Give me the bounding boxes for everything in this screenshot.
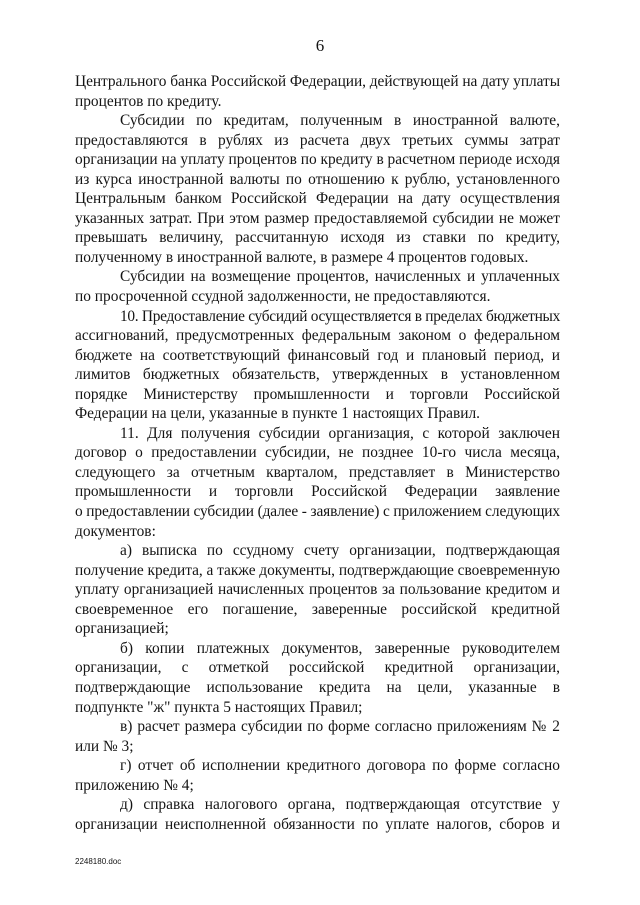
text-line: организации на уплату процентов по кредиту в расчетном периоде исходя [75,151,560,169]
text-line: подпункте "ж" пункта 5 настоящих Правил; [75,698,363,716]
text-line: промышленности и торговли Российской Федерации заявление [75,483,560,501]
text-line: указанных затрат. При этом размер предоставляемой субсидии не может [75,209,560,227]
document-body [75,72,560,834]
text-line: в) расчет размера субсидии по форме согласно приложениям № 2 [120,718,560,736]
text-line: процентов по кредиту. [75,92,222,110]
text-line: 11. Для получения субсидии организация, с которой заключен [120,424,560,442]
text-line: организации, с отметкой российской кредитной организации, [75,659,560,677]
text-line: Субсидии на возмещение процентов, начисленных и уплаченных [120,268,560,286]
text-line: порядке Министерству промышленности и торговли Российской [75,385,560,403]
text-line: Федерации на цели, указанные в пункте 1 настоящих Правил. [75,405,481,423]
text-line: получение кредита, а также документы, подтверждающие своевременную [75,561,560,579]
text-line: приложению № 4; [75,776,194,794]
text-line: предоставляются в рублях из расчета двух третьих суммы затрат [75,131,560,149]
text-line: документов: [75,522,156,540]
text-line: а) выписка по ссудному счету организации, подтверждающая [120,542,560,560]
text-line: из курса иностранной валюты по отношению к рублю, установленного [75,170,560,188]
text-line: Центральным банком Российской Федерации на дату осуществления [75,190,560,208]
text-line: Субсидии по кредитам, полученным в иностранной валюте, [120,112,560,130]
text-line: ассигнований, предусмотренных федеральным законом о федеральном [75,327,560,345]
file-reference: 2248180.doc [75,857,122,866]
text-line: Центрального банка Российской Федерации, действующей на дату уплаты [75,73,560,90]
text-line: б) копии платежных документов, заверенные руководителем [120,639,560,657]
text-line: или № 3; [75,737,134,755]
text-line: подтверждающие использование кредита на цели, указанные в [75,678,560,696]
page-number: 6 [315,36,325,55]
text-line: организацией; [75,620,169,638]
text-line: бюджете на соответствующий финансовый год и плановый период, и [75,346,560,364]
text-line: своевременное его погашение, заверенные российской кредитной [75,600,560,618]
text-line: полученному в иностранной валюте, в размере 4 процентов годовых. [75,248,529,266]
text-line: д) справка налогового органа, подтверждающая отсутствие у [120,796,560,814]
text-line: следующего за отчетным кварталом, представляет в Министерство [75,463,560,481]
text-line: уплату организацией начисленных процентов за пользование кредитом и [75,581,560,599]
text-line: о предоставлении субсидии (далее - заявление) с приложением следующих [75,503,560,521]
text-line: организации неисполненной обязанности по уплате налогов, сборов и [75,815,560,833]
text-line: по просроченной ссудной задолженности, не предоставляются. [75,288,491,306]
text-line: г) отчет об исполнении кредитного договора по форме согласно [120,757,560,775]
text-line: лимитов бюджетных обязательств, утвержденных в установленном [75,366,560,384]
text-line: договор о предоставлении субсидии, не позднее 10-го числа месяца, [75,444,560,462]
text-line: 10. Предоставление субсидий осуществляется в пределах бюджетных [120,307,560,325]
text-line: превышать величину, рассчитанную исходя из ставки по кредиту, [75,229,560,247]
